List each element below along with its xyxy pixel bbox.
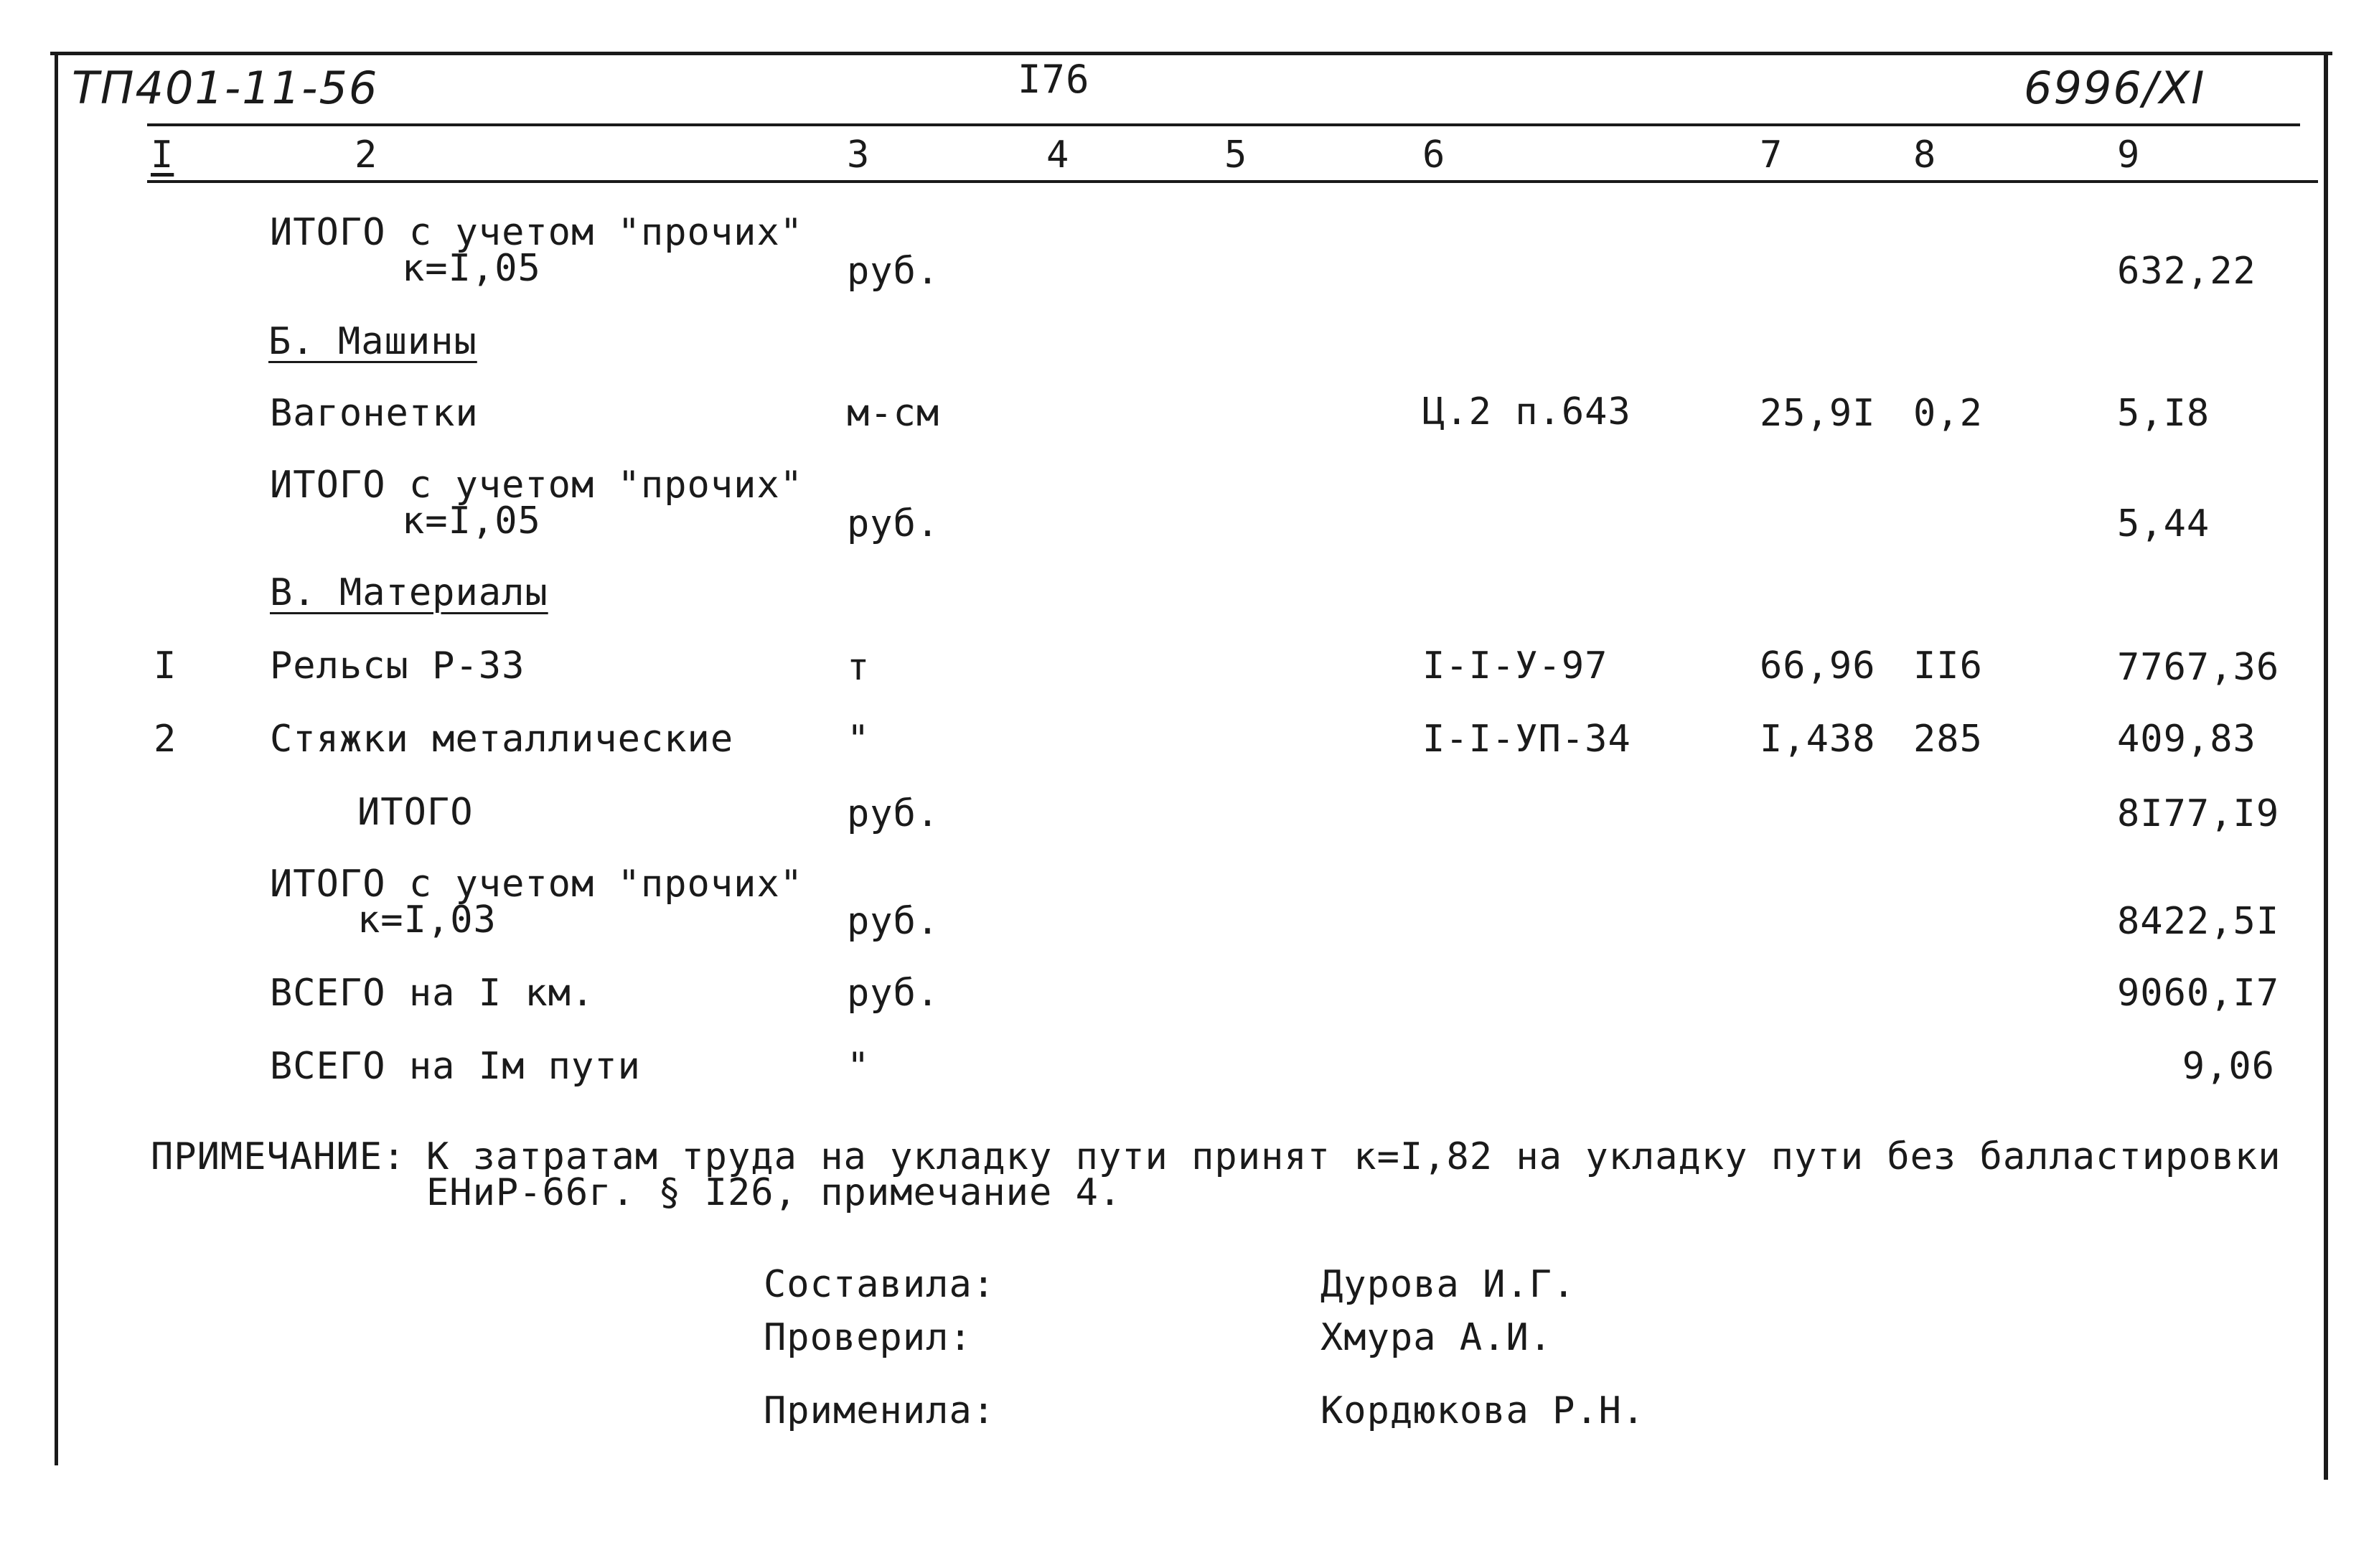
row-total: 9060,I7 <box>2117 972 2280 1015</box>
page-number: I76 <box>1018 57 1090 102</box>
signature-name: Хмура А.И. <box>1320 1316 1553 1359</box>
row-name-line2: к=I,05 <box>402 247 541 290</box>
row-total: 632,22 <box>2117 250 2256 293</box>
row-total: 7767,36 <box>2117 646 2280 689</box>
row-total: 5,I8 <box>2117 392 2210 435</box>
signature-role: Проверил: <box>764 1316 972 1359</box>
row-unit: м-см <box>847 392 940 435</box>
header-rule <box>147 123 2300 126</box>
frame-top-line <box>50 52 2332 55</box>
row-num: 2 <box>154 718 177 761</box>
note-line1: К затратам труда на укладку пути принят к=I,82 на укладку пути без балластировки <box>426 1135 2281 1178</box>
row-name-line1: ИТОГО с учетом "прочих" <box>270 464 804 507</box>
row-name-line1: ИТОГО с учетом "прочих" <box>270 211 804 254</box>
note-label: ПРИМЕЧАНИЕ: <box>151 1135 406 1178</box>
row-rate: 25,9I <box>1760 392 1876 435</box>
row-total: 8422,5I <box>2117 900 2280 943</box>
row-total: 9,06 <box>2182 1045 2275 1088</box>
row-name: ВСЕГО на I км. <box>270 972 595 1015</box>
row-name: Рельсы Р-33 <box>270 644 525 687</box>
row-name-line2: к=I,03 <box>357 898 497 942</box>
row-unit: " <box>847 1045 871 1088</box>
row-unit: руб. <box>847 502 940 545</box>
row-qty: II6 <box>1913 644 1983 687</box>
row-ref: I-I-УП-34 <box>1422 718 1631 761</box>
column-header-6: 6 <box>1422 133 1446 177</box>
row-total: 5,44 <box>2117 502 2210 545</box>
row-unit: руб. <box>847 900 940 943</box>
row-unit: т <box>847 646 871 689</box>
frame-left-line <box>55 52 58 1465</box>
column-header-1: I <box>151 133 174 177</box>
signature-name: Кордюкова Р.Н. <box>1320 1389 1646 1432</box>
column-header-9: 9 <box>2117 133 2141 177</box>
section-heading-materials: В. Материалы <box>270 571 548 614</box>
column-header-4: 4 <box>1046 133 1070 177</box>
row-name-line2: к=I,05 <box>402 499 541 543</box>
column-header-5: 5 <box>1224 133 1248 177</box>
column-header-3: 3 <box>847 133 871 177</box>
row-name: Вагонетки <box>270 392 479 435</box>
row-unit: руб. <box>847 972 940 1015</box>
row-unit: руб. <box>847 792 940 835</box>
row-unit: руб. <box>847 250 940 293</box>
archive-code: 6996/XI <box>2024 62 2206 114</box>
row-rate: 66,96 <box>1760 644 1876 687</box>
row-name: ВСЕГО на Iм пути <box>270 1045 641 1088</box>
row-ref: I-I-У-97 <box>1422 644 1608 687</box>
row-rate: I,438 <box>1760 718 1876 761</box>
section-heading-machines: Б. Машины <box>268 320 477 363</box>
column-header-2: 2 <box>355 133 378 177</box>
row-name-line1: ИТОГО с учетом "прочих" <box>270 863 804 906</box>
frame-right-line <box>2324 52 2328 1480</box>
row-num: I <box>154 644 177 687</box>
doc-code: ТП401-11-56 <box>72 62 379 114</box>
column-header-7: 7 <box>1760 133 1783 177</box>
note-line2: ЕНиР-66г. § I26, примечание 4. <box>426 1171 1122 1214</box>
signature-role: Составила: <box>764 1263 996 1306</box>
column-header-rule <box>147 180 2318 183</box>
row-unit: " <box>847 718 871 761</box>
row-name: Стяжки металлические <box>270 718 734 761</box>
row-qty: 0,2 <box>1913 392 1983 435</box>
signature-role: Применила: <box>764 1389 996 1432</box>
row-total: 409,83 <box>2117 718 2256 761</box>
row-ref: Ц.2 п.643 <box>1422 390 1631 433</box>
row-qty: 285 <box>1913 718 1983 761</box>
row-total: 8I77,I9 <box>2117 792 2280 835</box>
signature-name: Дурова И.Г. <box>1320 1263 1576 1306</box>
column-header-8: 8 <box>1913 133 1937 177</box>
row-name: ИТОГО <box>357 791 474 834</box>
